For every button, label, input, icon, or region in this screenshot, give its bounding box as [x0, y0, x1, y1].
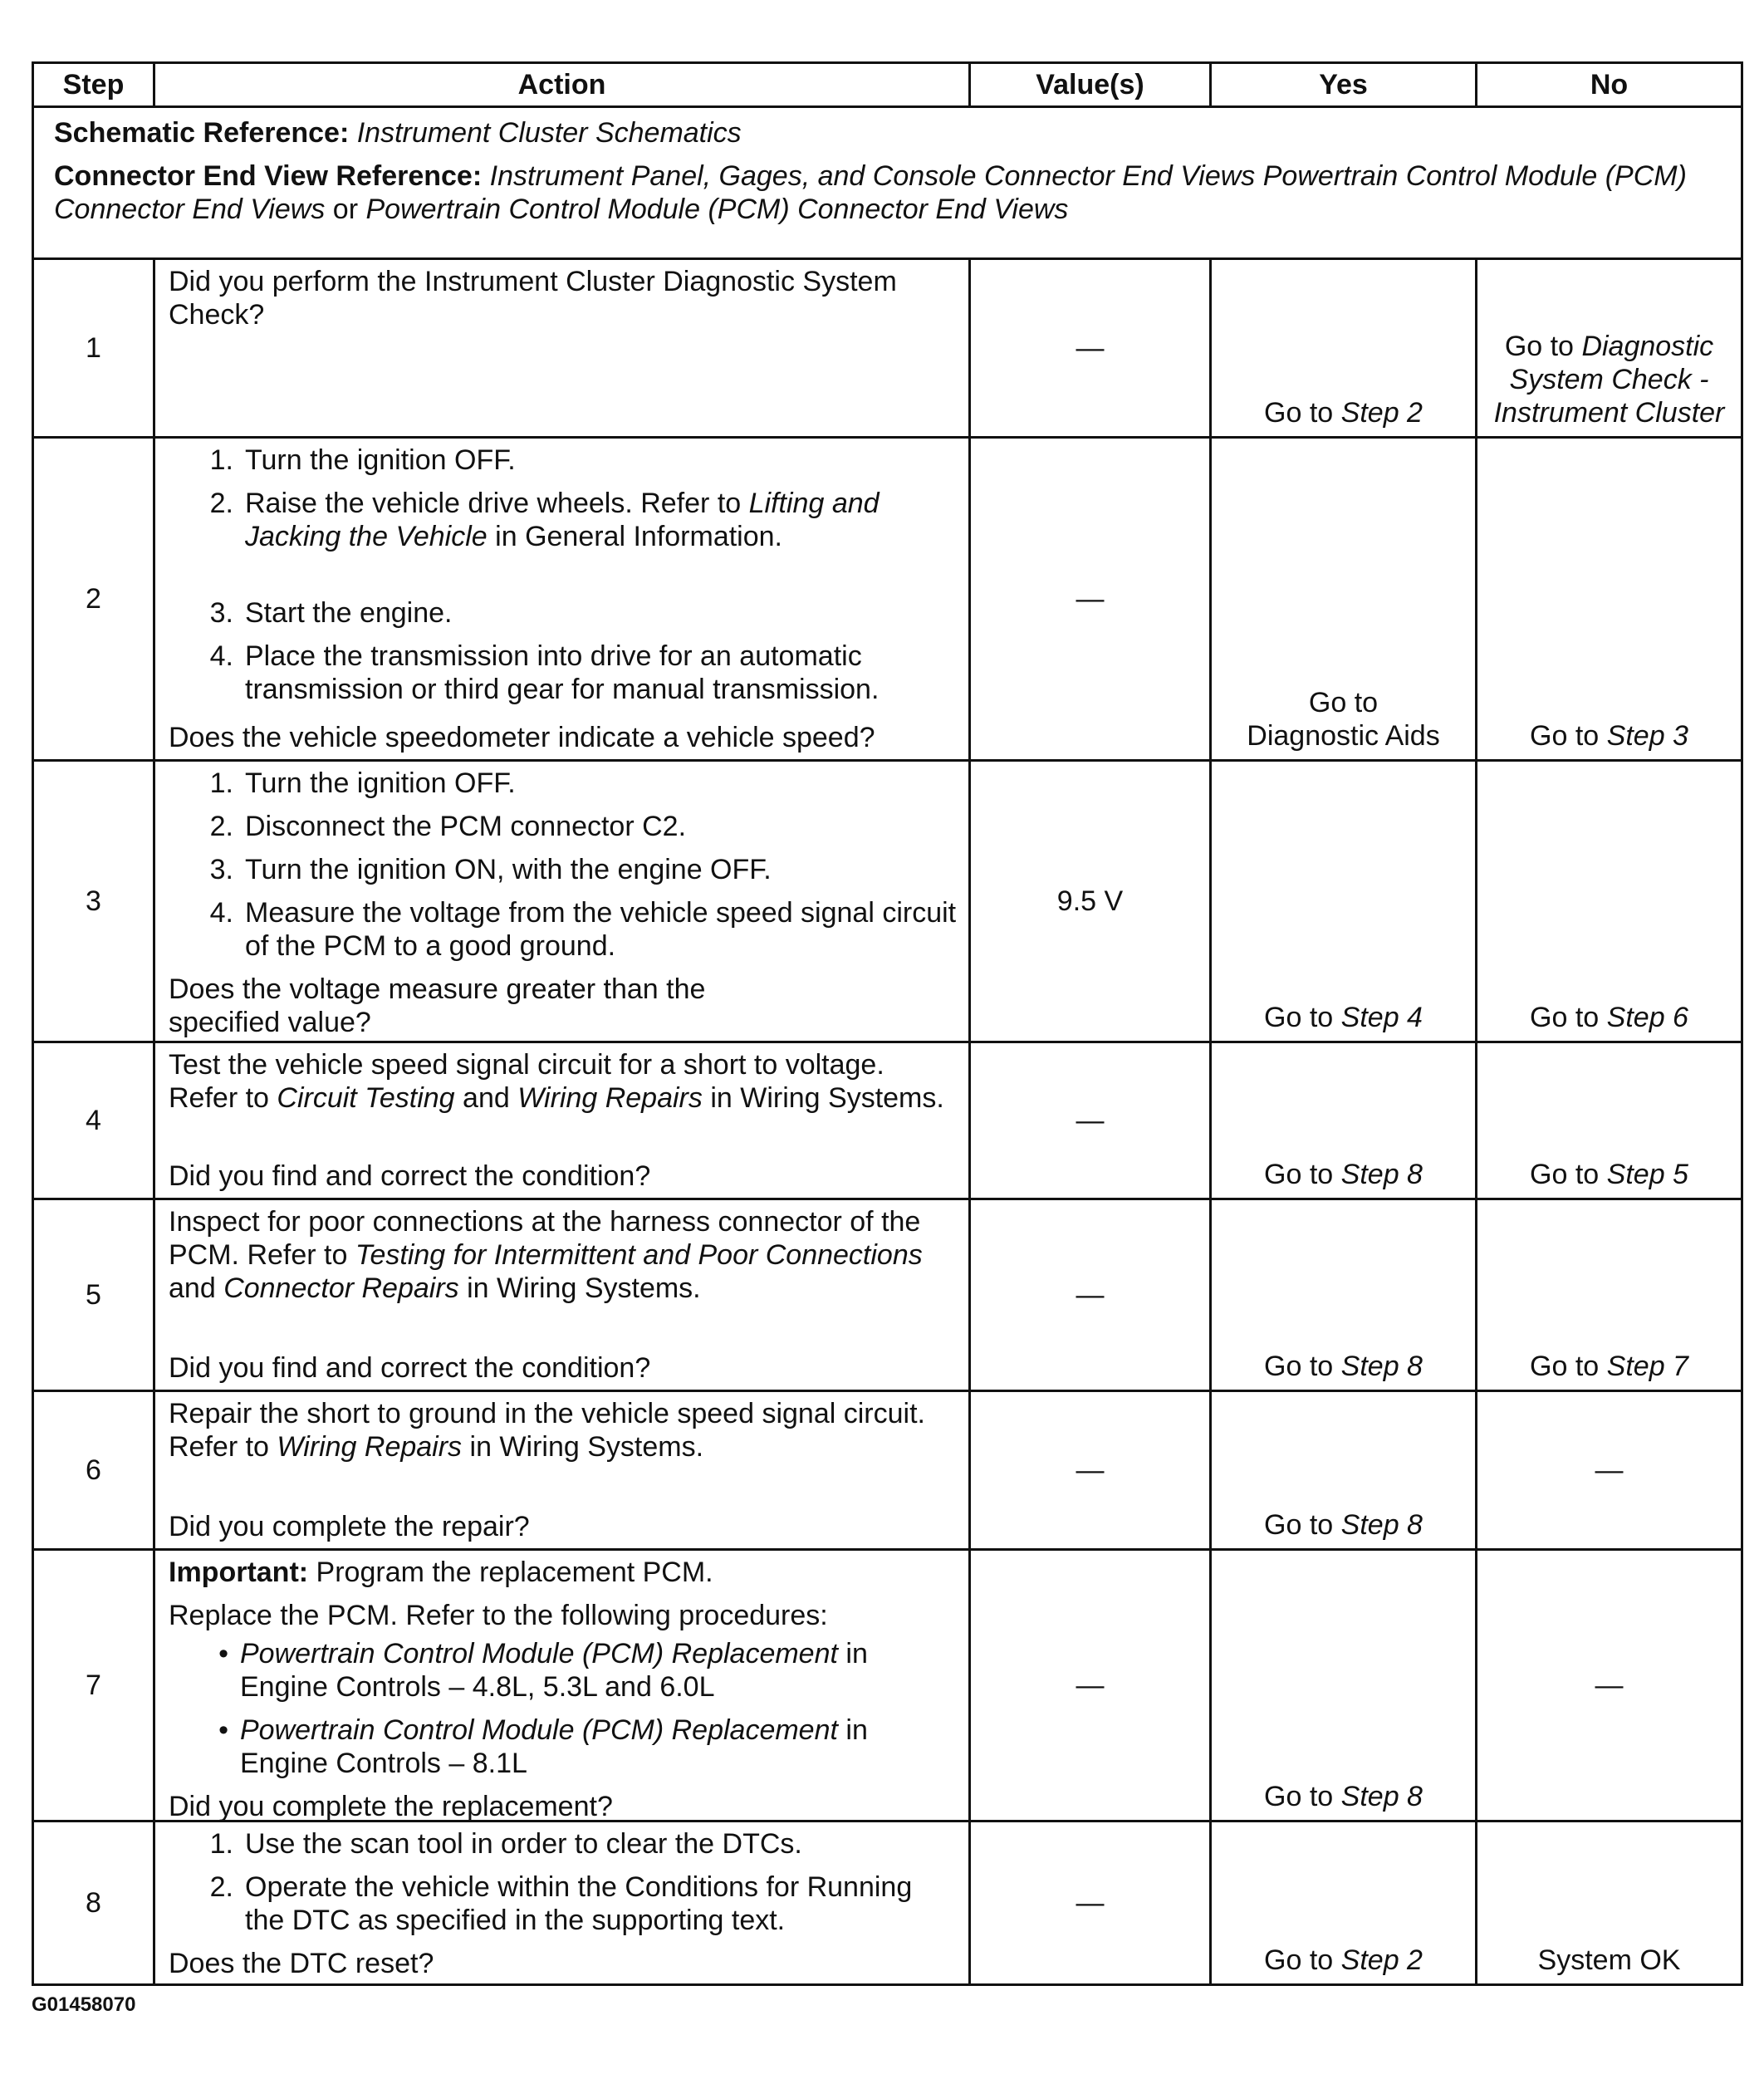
no-prefix: Go to [1530, 720, 1600, 752]
step-number: 6 [33, 1391, 154, 1550]
no-prefix: Go to [1530, 1002, 1600, 1033]
table-row-step-7 [33, 1550, 1742, 1821]
no-link[interactable]: Step 3 [1606, 720, 1688, 752]
yes-prefix: Go to [1264, 397, 1334, 429]
action-text-part: Inspect for poor connections at the harness connector of the PCM. Refer to [169, 1206, 921, 1271]
list-number: 4. [209, 897, 233, 929]
important-text: Program the replacement PCM. [316, 1557, 713, 1588]
list-text: Disconnect the PCM connector C2. [245, 811, 687, 842]
value-cell: — [970, 1391, 1211, 1550]
yes-link[interactable]: Step 4 [1340, 1002, 1423, 1033]
no-link[interactable]: Diagnostic System Check - Instrument Cluster [1493, 331, 1725, 429]
yes-link[interactable]: Step 2 [1340, 397, 1423, 429]
no-link[interactable]: Step 6 [1606, 1002, 1688, 1033]
value-cell: — [970, 1821, 1211, 1985]
list-number: 4. [209, 640, 233, 672]
list-text: Turn the ignition OFF. [245, 444, 516, 476]
schematic-reference-link[interactable]: Instrument Cluster Schematics [356, 117, 742, 149]
diagnostic-table-container [32, 61, 1741, 1986]
diagnostic-table [32, 61, 1743, 1986]
connector-reference-label: Connector End View Reference: [54, 160, 483, 192]
bullet: • [218, 1714, 228, 1746]
no-cell: — [1477, 1550, 1742, 1821]
header-step: Step [33, 63, 154, 107]
no-link[interactable]: Step 5 [1606, 1159, 1688, 1190]
connector-reference-link-1[interactable]: Instrument Panel, Gages, and Console Connector End Views Powertrain Control Module (PCM) Connector End Views [54, 160, 1687, 225]
action-question: Does the vehicle speedometer indicate a vehicle speed? [169, 722, 875, 753]
no-prefix: Go to [1504, 331, 1574, 362]
step-number: 2 [33, 438, 154, 761]
pcm-replacement-link[interactable]: Powertrain Control Module (PCM) Replacement [240, 1638, 838, 1669]
list-number: 1. [209, 1828, 233, 1860]
important-note [169, 1556, 957, 1589]
yes-cell [1211, 1391, 1477, 1550]
action-cell [154, 1821, 970, 1985]
action-intro: Replace the PCM. Refer to the following procedures: [169, 1600, 828, 1631]
list-number: 2. [209, 811, 233, 842]
list-text: Turn the ignition OFF. [245, 767, 516, 799]
list-number: 2. [209, 1871, 233, 1903]
pcm-replacement-link[interactable]: Powertrain Control Module (PCM) Replacement [240, 1714, 838, 1746]
important-label: Important: [169, 1557, 309, 1588]
yes-prefix: Go to [1264, 1944, 1334, 1976]
no-cell [1477, 1199, 1742, 1391]
yes-prefix: Go to [1264, 1781, 1334, 1812]
action-question: Did you perform the Instrument Cluster Diagnostic System Check? [169, 266, 897, 331]
table-row-step-1 [33, 259, 1742, 438]
list-text: Operate the vehicle within the Conditions for Running the DTC as specified in the supporting text. [245, 1871, 913, 1936]
no-cell [1477, 1042, 1742, 1199]
value-cell: — [970, 1042, 1211, 1199]
action-question: Did you find and correct the condition? [169, 1160, 651, 1192]
list-item [169, 1637, 957, 1704]
list-number: 3. [209, 597, 233, 629]
header-row [33, 63, 1742, 107]
schematic-reference [54, 116, 1729, 150]
list-number: 1. [209, 767, 233, 799]
action-steps-list [169, 444, 957, 716]
figure-id: G01458070 [32, 1993, 136, 2016]
yes-cell [1211, 1550, 1477, 1821]
yes-prefix: Go to [1264, 1002, 1334, 1033]
action-question: Does the DTC reset? [169, 1948, 434, 1979]
action-text-part: Test the vehicle speed signal circuit for a short to voltage. Refer to [169, 1049, 884, 1114]
yes-link[interactable]: Step 8 [1340, 1159, 1423, 1190]
header-action: Action [154, 63, 970, 107]
action-text [169, 1205, 957, 1305]
list-item [169, 1827, 957, 1861]
list-item [169, 640, 957, 706]
connector-reference [54, 159, 1729, 226]
list-item [169, 810, 957, 843]
value-cell: — [970, 1550, 1211, 1821]
yes-cell [1211, 1042, 1477, 1199]
no-prefix: Go to [1530, 1159, 1600, 1190]
list-text: in Engine Controls – 8.1L [240, 1714, 868, 1779]
action-steps-list [169, 767, 957, 973]
list-item [169, 1714, 957, 1780]
action-text-part: and [463, 1082, 510, 1114]
procedure-list [169, 1637, 957, 1790]
schematic-reference-label: Schematic Reference: [54, 117, 350, 149]
step-number: 1 [33, 259, 154, 438]
yes-cell [1211, 438, 1477, 761]
no-cell [1477, 761, 1742, 1042]
table-row-step-2 [33, 438, 1742, 761]
no-prefix: Go to [1530, 1351, 1600, 1382]
yes-prefix: Go to [1264, 1509, 1334, 1541]
yes-link[interactable]: Go to Diagnostic Aids [1247, 687, 1440, 752]
list-text: Use the scan tool in order to clear the DTCs. [245, 1828, 802, 1860]
no-link[interactable]: Step 7 [1606, 1351, 1688, 1382]
yes-prefix: Go to [1264, 1351, 1334, 1382]
value-cell: — [970, 438, 1211, 761]
action-text [169, 1048, 957, 1115]
intermittent-connections-link[interactable]: Testing for Intermittent and Poor Connections [355, 1239, 923, 1271]
table-row-step-3 [33, 761, 1742, 1042]
list-text: Place the transmission into drive for an automatic transmission or third gear for manual transmission. [245, 640, 880, 705]
yes-cell [1211, 1199, 1477, 1391]
list-text: Start the engine. [245, 597, 453, 629]
step-number: 4 [33, 1042, 154, 1199]
step-number: 8 [33, 1821, 154, 1985]
step-number: 5 [33, 1199, 154, 1391]
list-number: 3. [209, 854, 233, 885]
action-text-part: in Wiring Systems. [710, 1082, 944, 1114]
action-text-part: in Wiring Systems. [467, 1272, 701, 1304]
list-text: Turn the ignition ON, with the engine OFF. [245, 854, 772, 885]
table-row-step-4 [33, 1042, 1742, 1199]
action-cell [154, 761, 970, 1042]
no-cell [1477, 259, 1742, 438]
list-text: Raise the vehicle drive wheels. Refer to [245, 488, 742, 519]
value-cell: 9.5 V [970, 761, 1211, 1042]
value-cell: — [970, 259, 1211, 438]
connector-reference-or: or [332, 194, 359, 225]
yes-cell [1211, 1821, 1477, 1985]
list-text: in General Information. [495, 521, 782, 552]
list-item [169, 596, 957, 630]
circuit-testing-link[interactable]: Circuit Testing [277, 1082, 455, 1114]
action-cell [154, 259, 970, 438]
action-cell [154, 438, 970, 761]
yes-link[interactable]: Step 2 [1340, 1944, 1423, 1976]
action-question: Did you complete the replacement? [169, 1791, 613, 1822]
list-number: 2. [209, 488, 233, 519]
action-question: Does the voltage measure greater than the specified value? [169, 973, 706, 1038]
step-number: 7 [33, 1550, 154, 1821]
yes-link[interactable]: Step 8 [1340, 1509, 1423, 1541]
yes-cell [1211, 761, 1477, 1042]
action-question: Did you complete the repair? [169, 1511, 530, 1542]
list-item [169, 767, 957, 800]
action-cell [154, 1042, 970, 1199]
action-steps-list [169, 1827, 957, 1947]
action-cell [154, 1391, 970, 1550]
action-text-part: and [169, 1272, 216, 1304]
action-cell [154, 1199, 970, 1391]
table-row-step-6 [33, 1391, 1742, 1550]
connector-repairs-link[interactable]: Connector Repairs [223, 1272, 459, 1304]
action-text [169, 1397, 957, 1464]
list-text: Measure the voltage from the vehicle speed signal circuit of the PCM to a good ground. [245, 897, 957, 962]
action-text-part: in Wiring Systems. [469, 1431, 704, 1463]
reference-cell [33, 107, 1742, 259]
action-cell [154, 1550, 970, 1821]
step-number: 3 [33, 761, 154, 1042]
list-text: in Engine Controls – 4.8L, 5.3L and 6.0L [240, 1638, 868, 1703]
list-number: 1. [209, 444, 233, 476]
list-item [169, 444, 957, 477]
list-item [169, 1871, 957, 1937]
action-text-part: Repair the short to ground in the vehicle speed signal circuit. Refer to [169, 1398, 925, 1463]
header-values: Value(s) [970, 63, 1211, 107]
no-cell [1477, 438, 1742, 761]
yes-link[interactable]: Step 8 [1340, 1351, 1423, 1382]
no-cell: — [1477, 1391, 1742, 1550]
list-item [169, 896, 957, 963]
connector-reference-link-2[interactable]: Powertrain Control Module (PCM) Connector End Views [365, 194, 1069, 225]
wiring-repairs-link[interactable]: Wiring Repairs [517, 1082, 703, 1114]
table-row-step-5 [33, 1199, 1742, 1391]
table-row-step-8 [33, 1821, 1742, 1985]
yes-link[interactable]: Step 8 [1340, 1781, 1423, 1812]
yes-cell [1211, 259, 1477, 438]
no-cell [1477, 1821, 1742, 1985]
reference-row [33, 107, 1742, 259]
no-text: System OK [1537, 1944, 1681, 1976]
lifting-jacking-link[interactable]: Lifting and Jacking the Vehicle [245, 488, 880, 552]
list-item [169, 487, 957, 553]
list-item [169, 853, 957, 886]
value-cell: — [970, 1199, 1211, 1391]
action-question: Did you find and correct the condition? [169, 1352, 651, 1384]
header-no: No [1477, 63, 1742, 107]
bullet: • [218, 1638, 228, 1669]
header-yes: Yes [1211, 63, 1477, 107]
wiring-repairs-link[interactable]: Wiring Repairs [277, 1431, 463, 1463]
yes-prefix: Go to [1264, 1159, 1334, 1190]
